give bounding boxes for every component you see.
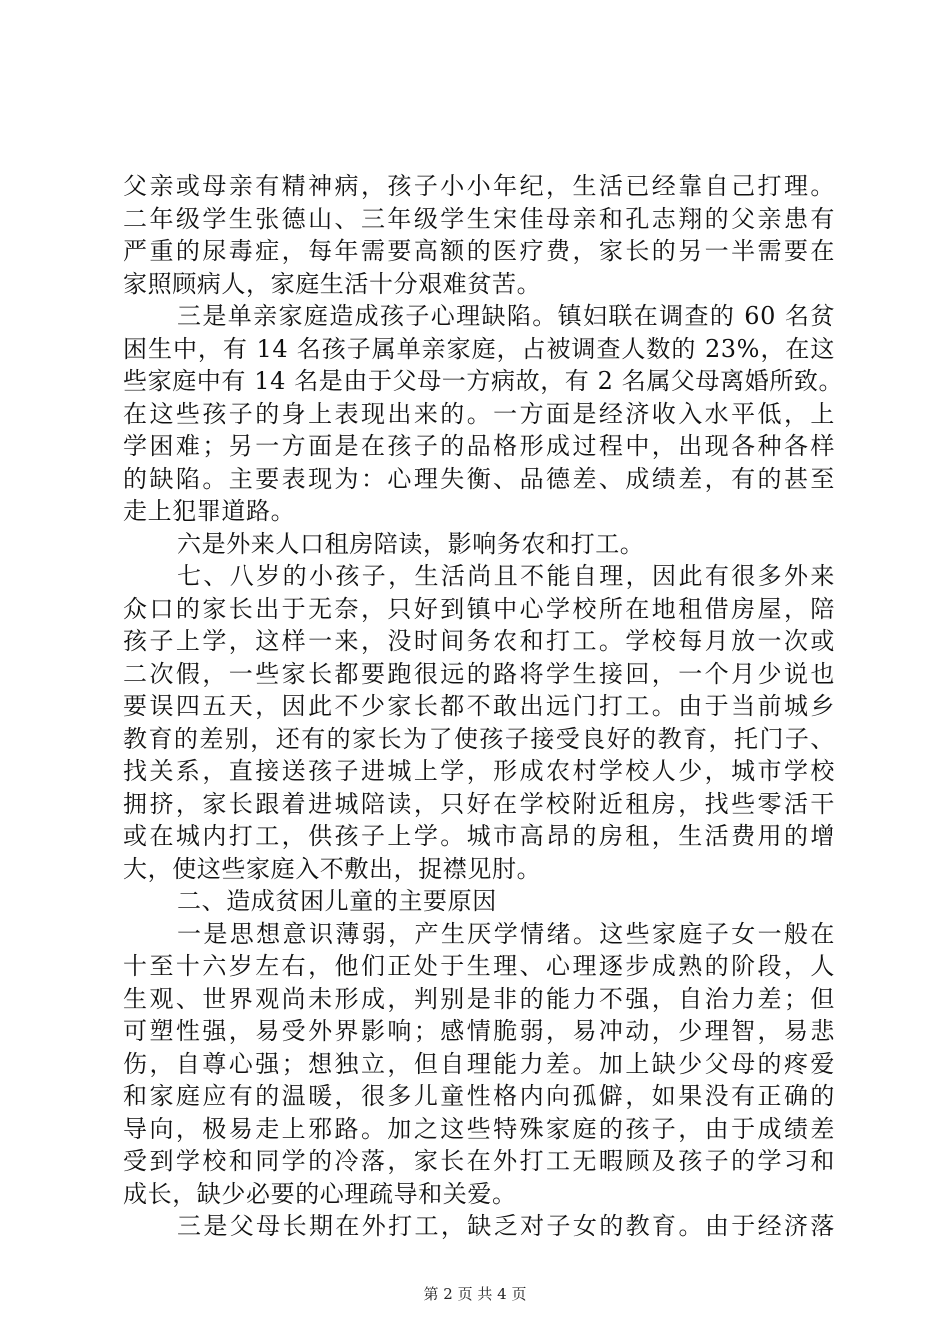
text-line: 或在城内打工，供孩子上学。城市高昂的房租，生活费用的增	[123, 822, 835, 850]
text-line: 一是思想意识薄弱，产生厌学情绪。这些家庭子女一般在	[177, 919, 835, 948]
text-line: 和家庭应有的温暖，很多儿童性格内向孤僻，如果没有正确的	[123, 1082, 835, 1110]
text-line: 要误四五天，因此不少家长都不敢出远门打工。由于当前城乡	[123, 692, 835, 720]
body-text	[123, 170, 844, 1243]
text-line: 十至十六岁左右，他们正处于生理、心理逐步成熟的阶段，人	[123, 952, 835, 980]
text-line: 生观、世界观尚未形成，判别是非的能力不强，自治力差；但	[123, 984, 835, 1013]
text-line: 二、造成贫困儿童的主要原因	[177, 887, 497, 915]
text-line: 家照顾病人，家庭生活十分艰难贫苦。	[123, 269, 542, 298]
text-line: 三是单亲家庭造成孩子心理缺陷。镇妇联在调查的 60 名贫	[177, 302, 835, 330]
text-line: 受到学校和同学的冷落，家长在外打工无暇顾及孩子的学习和	[123, 1147, 835, 1175]
text-line: 拥挤，家长跟着进城陪读，只好在学校附近租房，找些零活干	[123, 789, 835, 818]
text-line: 七、八岁的小孩子，生活尚且不能自理，因此有很多外来	[177, 562, 835, 590]
text-line: 严重的尿毒症，每年需要高额的医疗费，家长的另一半需要在	[123, 237, 835, 265]
text-line: 众口的家长出于无奈，只好到镇中心学校所在地租借房屋，陪	[123, 594, 835, 623]
text-line: 孩子上学，这样一来，没时间务农和打工。学校每月放一次或	[123, 627, 835, 655]
text-line: 大，使这些家庭入不敷出，捉襟见肘。	[123, 854, 542, 883]
text-line: 二次假，一些家长都要跑很远的路将学生接回，一个月少说也	[123, 659, 835, 688]
text-line: 父亲或母亲有精神病，孩子小小年纪，生活已经靠自己打理。	[123, 172, 835, 200]
text-line: 成长，缺少必要的心理疏导和关爱。	[123, 1179, 517, 1208]
text-line: 困生中，有 14 名孩子属单亲家庭，占被调查人数的 23%，在这	[123, 334, 835, 363]
page-footer: 第 2 页 共 4 页	[423, 1285, 527, 1303]
text-line: 三是父母长期在外打工，缺乏对子女的教育。由于经济落	[177, 1212, 835, 1240]
text-line: 找关系，直接送孩子进城上学，形成农村学校人少，城市学校	[123, 757, 835, 785]
text-line: 伤，自尊心强；想独立，但自理能力差。加上缺少父母的疼爱	[123, 1049, 835, 1078]
text-line: 在这些孩子的身上表现出来的。一方面是经济收入水平低，上	[123, 399, 835, 428]
text-line: 二年级学生张德山、三年级学生宋佳母亲和孔志翔的父亲患有	[123, 204, 835, 233]
text-line: 六是外来人口租房陪读，影响务农和打工。	[177, 529, 645, 558]
text-line: 可塑性强，易受外界影响；感情脆弱，易冲动，少理智，易悲	[123, 1017, 835, 1045]
text-line: 些家庭中有 14 名是由于父母一方病故，有 2 名属父母离婚所致。	[123, 367, 844, 395]
text-line: 教育的差别，还有的家长为了使孩子接受良好的教育，托门子、	[123, 724, 835, 753]
text-line: 学困难；另一方面是在孩子的品格形成过程中，出现各种各样	[123, 432, 835, 460]
text-line: 导向，极易走上邪路。加之这些特殊家庭的孩子，由于成绩差	[123, 1114, 835, 1143]
text-line: 的缺陷。主要表现为：心理失衡、品德差、成绩差，有的甚至	[123, 464, 835, 493]
text-line: 走上犯罪道路。	[123, 497, 296, 525]
